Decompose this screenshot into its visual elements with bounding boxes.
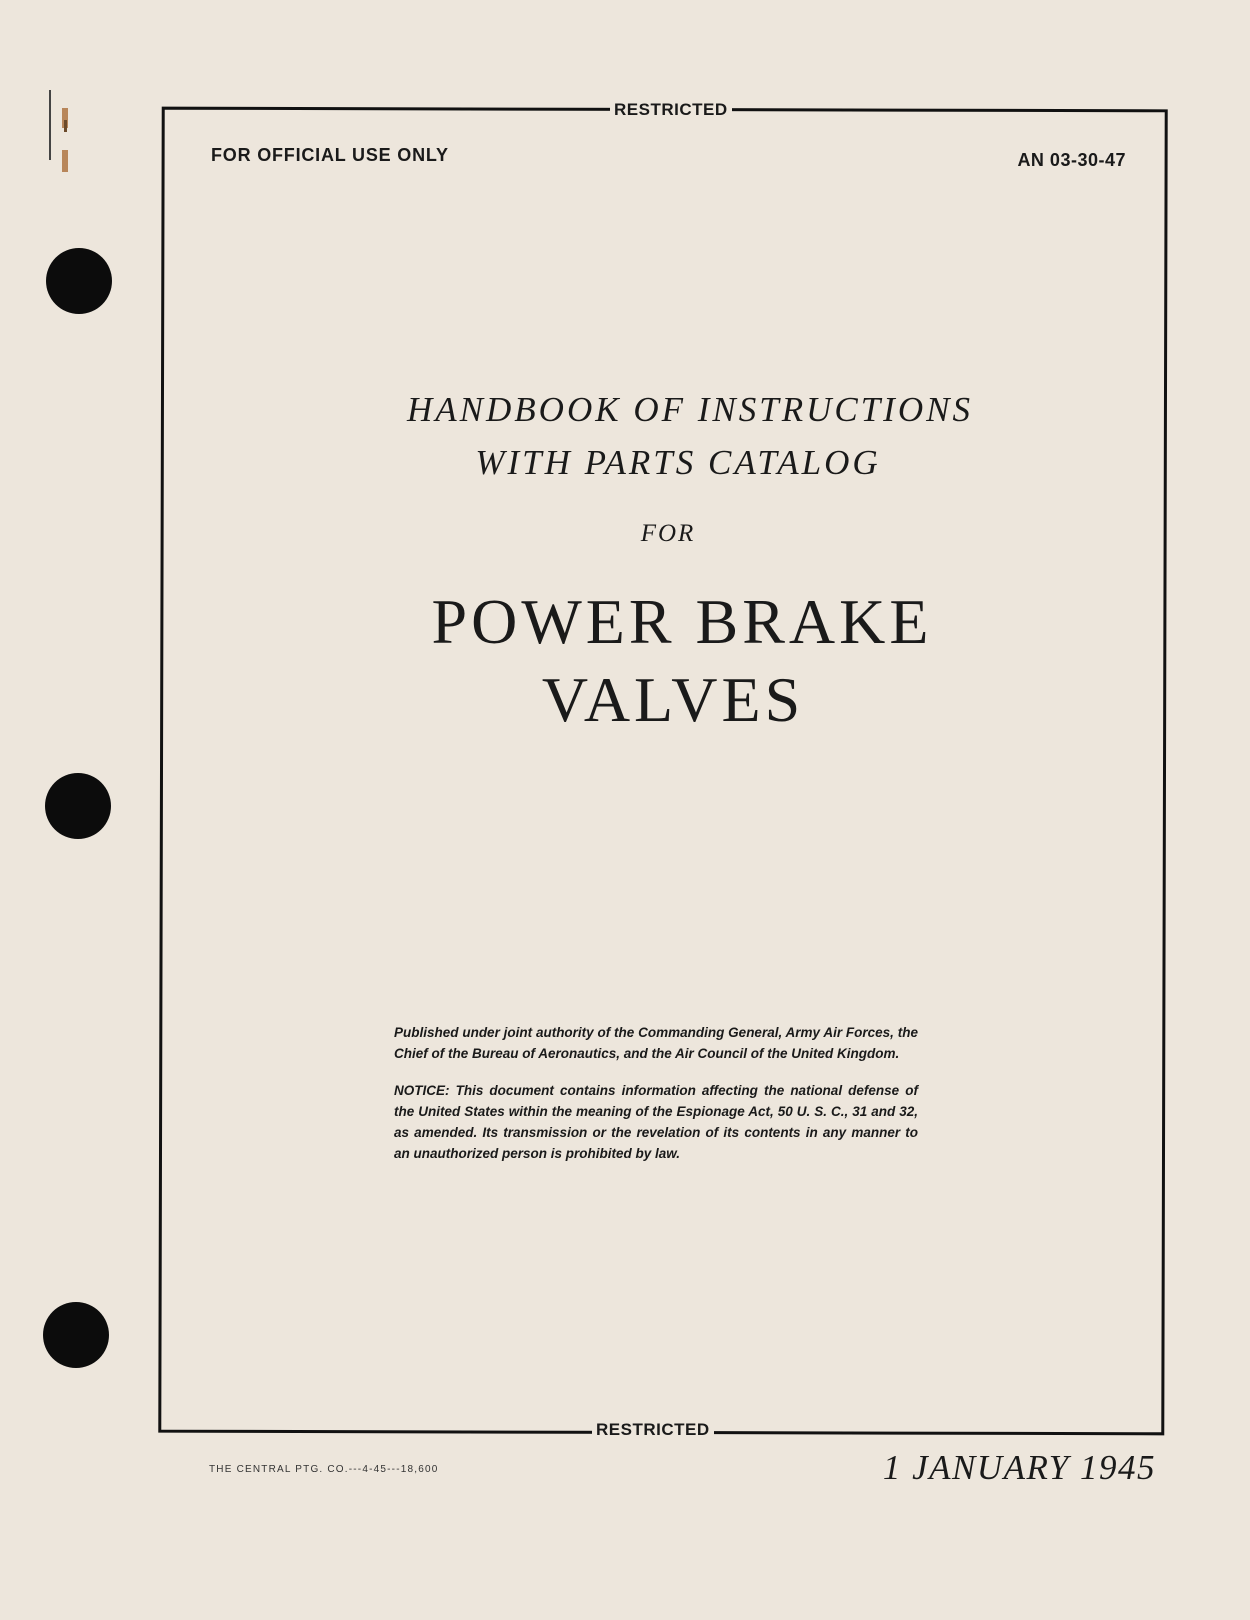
title-line-for: FOR: [640, 520, 696, 547]
authority-notice-block: [394, 1022, 918, 1180]
title-line-parts-catalog: WITH PARTS CATALOG: [475, 443, 881, 482]
espionage-notice-text: NOTICE: This document contains information affecting the national defense of the United States within the meaning of the Espionage Act, 50 U. S. C., 31 and 32, as amended. Its transmission or the revelation of its contents in any manner to an unauthorized person is prohibited by law.: [394, 1083, 918, 1161]
main-title-line1: POWER BRAKE: [431, 586, 933, 657]
classification-bottom: RESTRICTED: [592, 1420, 714, 1440]
page-border-frame: [158, 107, 1167, 1436]
printer-imprint: THE CENTRAL PTG. CO.---4-45---18,600: [209, 1464, 439, 1475]
publication-date: 1 JANUARY 1945: [882, 1448, 1156, 1487]
binder-hole-top: [46, 248, 112, 314]
binder-hole-middle: [45, 773, 111, 839]
document-number: AN 03-30-47: [1017, 150, 1126, 170]
main-title-line2: VALVES: [541, 664, 805, 735]
title-line-handbook: HANDBOOK OF INSTRUCTIONS: [407, 390, 973, 429]
binding-staple-mark: [44, 90, 74, 180]
binder-hole-bottom: [43, 1302, 109, 1368]
publication-authority-text: Published under joint authority of the Commanding General, Army Air Forces, the Chief of the Bureau of Aeronautics, and the Air Council of the United Kingdom.: [394, 1025, 918, 1061]
classification-top: RESTRICTED: [610, 100, 732, 120]
official-use-notice: FOR OFFICIAL USE ONLY: [211, 145, 449, 165]
